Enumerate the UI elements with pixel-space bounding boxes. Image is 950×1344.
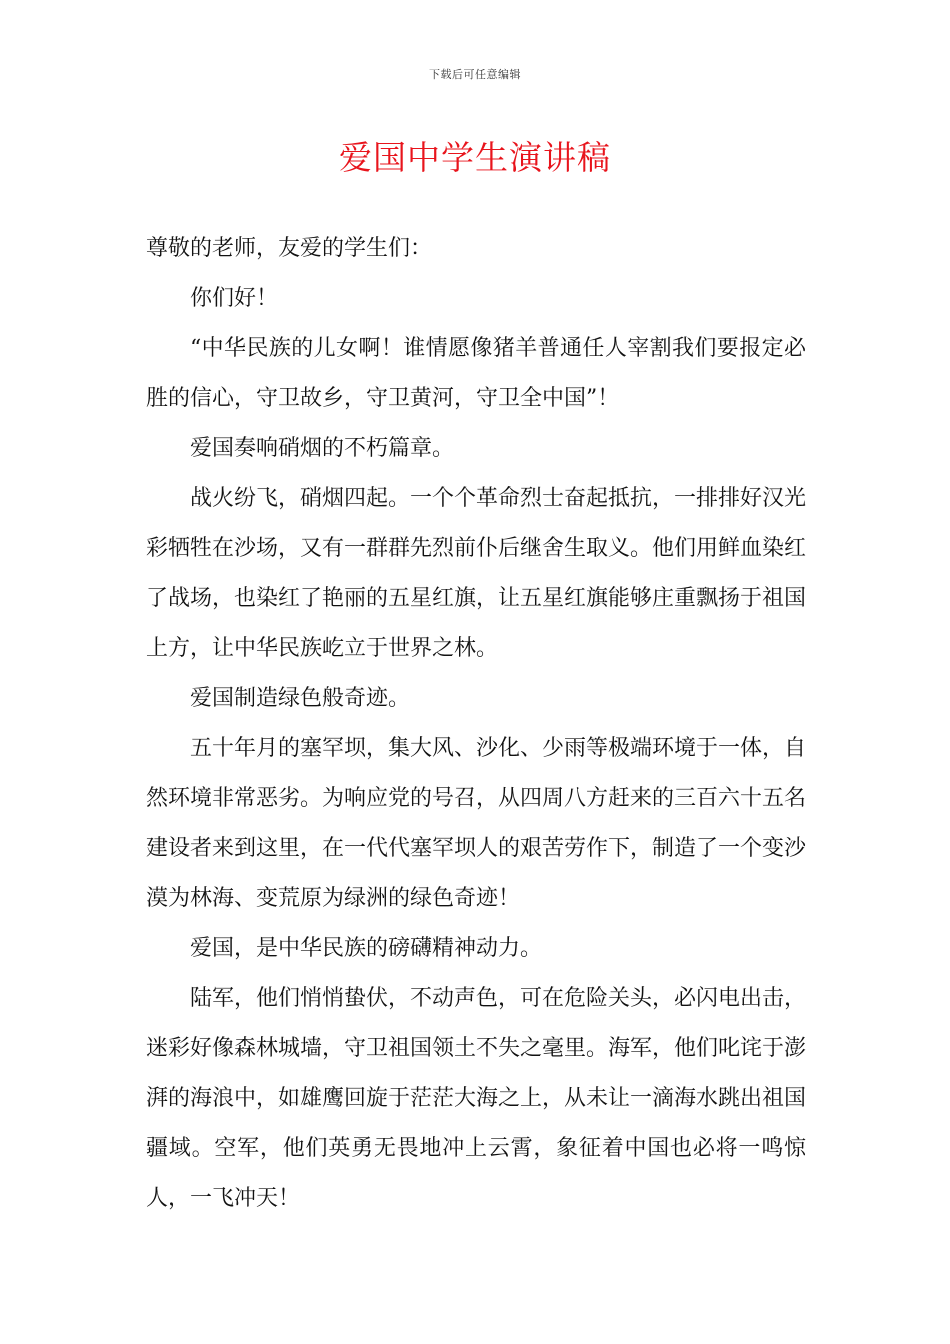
section-heading-paragraph: 爱国奏响硝烟的不朽篇章。 — [190, 436, 455, 461]
greeting-paragraph: 你们好！ — [190, 286, 279, 311]
body-paragraph: 五十年月的塞罕坝，集大风、沙化、少雨等极端环境于一体，自然环境非常恶劣。为响应党的号召，从四周八方赶来的三百六十五名建设者来到这里，在一代代塞罕坝人的艰苦劳作下，制造了一个变沙漠为林海、变荒原为绿洲的绿色奇迹！ — [146, 736, 807, 911]
body-paragraph: 战火纷飞，硝烟四起。一个个革命烈士奋起抵抗，一排排好汉光彩牺牲在沙场，又有一群群先烈前仆后继舍生取义。他们用鲜血染红了战场，也染红了艳丽的五星红旗，让五星红旗能够庄重飘扬于祖国上方，让中华民族屹立于世界之林。 — [146, 486, 807, 661]
body-paragraph: 陆军，他们悄悄蛰伏，不动声色，可在危险关头，必闪电出击，迷彩好像森林城墙，守卫祖国领土不失之毫里。海军，他们叱诧于澎湃的海浪中，如雄鹰回旋于茫茫大海之上，从未让一滴海水跳出祖国疆域。空军，他们英勇无畏地冲上云霄，象征着中国也必将一鸣惊人，一飞冲天！ — [146, 986, 807, 1211]
salutation-paragraph: 尊敬的老师，友爱的学生们： — [146, 236, 433, 261]
section-heading-paragraph: 爱国制造绿色般奇迹。 — [190, 686, 411, 711]
section-heading-paragraph: 爱国，是中华民族的磅礴精神动力。 — [190, 936, 543, 961]
header-note: 下载后可任意编辑 — [429, 68, 521, 81]
document-title: 爱国中学生演讲稿 — [339, 138, 611, 177]
speech-body — [146, 224, 806, 1224]
quote-paragraph: “中华民族的儿女啊！谁情愿像猪羊普通任人宰割我们要报定必胜的信心，守卫故乡，守卫黄河，守卫全中国”！ — [146, 336, 806, 411]
